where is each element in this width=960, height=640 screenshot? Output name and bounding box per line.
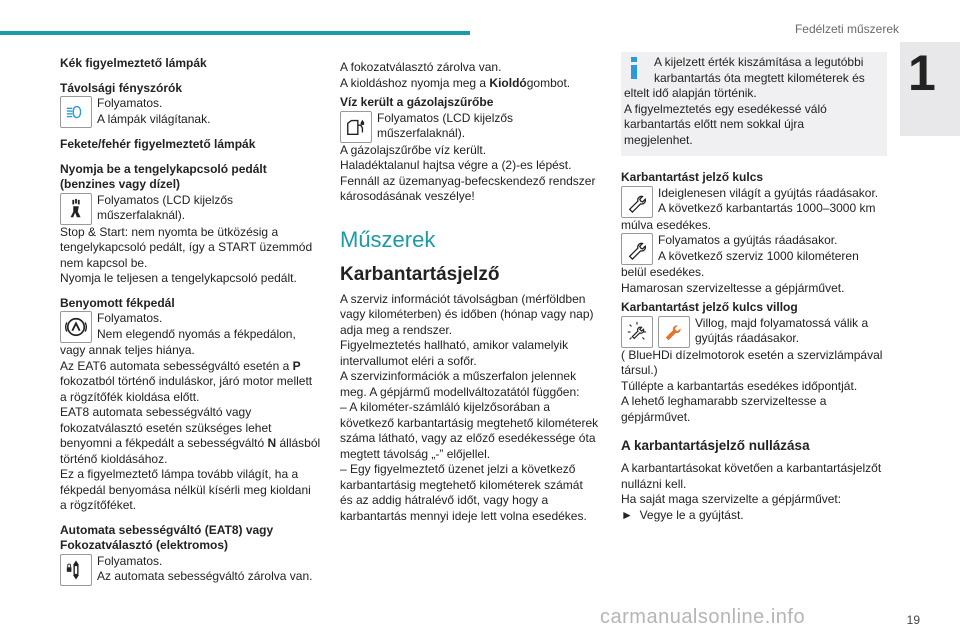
brake-entry [60,311,322,343]
column-3 [621,52,887,523]
wrench-line-b1: Folyamatos a gyújtás ráadásakor. [658,233,838,247]
wrench-line-a1: Ideiglenesen világít a gyújtás ráadásakor. [658,185,879,200]
maintenance-body-line: száma látható, vagy az előző esedékessége óta [340,431,596,445]
water-filter-line-1: Folyamatos (LCD kijelzős [377,110,514,125]
selector-locked-text: A fokozatválasztó zárolva van. [340,60,502,74]
header-accent-bar [0,31,470,35]
maintenance-body-line: és az addig hátralévő időt, vagy hogy a [340,493,549,507]
flashing-wrench-entry [621,316,887,348]
step-arrow-icon: ► [621,507,633,522]
high-beam-entry [60,96,322,128]
maintenance-body-line: meg. A gépjármű modellváltozatától függően: [340,384,580,399]
flashing-wrench-icon [621,316,653,348]
water-filter-entry [340,111,602,143]
flashing-wrench-text-5: gépjárművet. [621,409,691,424]
section-title: Műszerek [340,226,436,252]
maintenance-body [340,292,602,525]
high-beam-icon [60,96,92,128]
wrench-line-a2: A következő karbantartás 1000–3000 km [658,201,876,215]
wrench-line-b3: belül esedékes. [621,265,705,279]
brake-line-2: Nem elegendő nyomás a fékpedálon, [97,326,296,341]
clutch-text-3: nem kapcsol be. [60,255,148,270]
high-beam-line-1: Folyamatos. [97,96,163,110]
water-filter-text-2: Haladéktalanul hajtsa végre a (2)-es lépést. [340,158,572,172]
wrench-line-b4: Hamarosan szervizeltesse a gépjárművet. [621,280,845,295]
brake-text-10: fékpedál benyomása nélkül kísérli meg kioldani [60,482,311,497]
brake-text-7: benyomni a fékpedált a sebességváltó N állásból [60,436,321,450]
maintenance-body-line: karbantartásig megtehető kilométerek számát [340,477,583,492]
water-filter-text-4: károsodásának veszélye! [340,189,475,203]
page-number: 19 [906,613,920,627]
info-box [621,52,887,156]
water-filter-text-3: Fennáll az üzemanyag-befecskendező rendszer [340,173,596,188]
brake-text-6: fokozatválasztó esetén szükséges lehet [60,420,272,435]
header-title: Fedélzeti műszerek [794,22,899,36]
clutch-text-1: Stop & Start: nem nyomta be ütközésig a [60,224,279,239]
maintenance-body-line: következő karbantartásig megtehető kilométerek [340,415,599,430]
maintenance-body-line: – Egy figyelmeztető üzenet jelzi a következő [340,462,576,476]
info-line: A kijelzett érték kiszámítása a legutóbbi [654,55,864,69]
wrench-entry-a [621,186,887,218]
eat8-heading-1: Automata sebességváltó (EAT8) vagy [60,522,274,537]
wrench-heading: Karbantartást jelző kulcs [621,170,764,184]
wrench-icon [621,186,653,218]
clutch-heading-2: (benzines vagy dízel) [60,177,181,191]
eat8-line-2: Az automata sebességváltó zárolva van. [97,569,313,583]
flashing-wrench-heading: Karbantartást jelző kulcs villog [621,300,798,314]
flashing-wrench-line-1: Villog, majd folyamatossá válik a [695,315,869,330]
column-1 [60,56,322,586]
clutch-entry [60,193,322,225]
water-filter-text-1: A gázolajszűrőbe víz került. [340,142,487,157]
maintenance-body-line: A szerviz információt távolságban (mérföldben [340,291,586,306]
info-icon [625,57,643,79]
wrench-icon [621,233,653,265]
info-line: karbantartás óta megtett kilométerek és [654,70,865,85]
brake-text-5: EAT8 automata sebességváltó vagy [60,405,252,419]
maintenance-body-line: adja meg a rendszer. [340,322,453,337]
maintenance-body-line: vagy kilométerben) és időben (hónap vagy nap) [340,307,594,321]
brake-pedal-icon [60,311,92,343]
brake-text-9: Ez a figyelmeztető lámpa tovább világít, ha a [60,467,299,481]
maintenance-indicator-heading: Karbantartásjelző [340,263,500,285]
wrench-entry-b [621,233,887,265]
clutch-text-4: Nyomja le teljesen a tengelykapcsoló pedált. [60,271,297,285]
eat8-line-1: Folyamatos. [97,553,163,568]
unlock-instruction: A kioldáshoz nyomja meg a Kioldógombot. [340,75,571,90]
info-line: A figyelmeztetés egy esedékessé váló [624,101,827,116]
clutch-line-1: Folyamatos (LCD kijelzős [97,192,234,207]
reset-heading: A karbantartásjelző nullázása [621,438,810,453]
reset-line: A karbantartásokat követően a karbantartásjelzőt [621,461,882,475]
maintenance-body-line: intervallumot eléri a sofőr. [340,353,477,368]
water-filter-heading: Víz került a gázolajszűrőbe [340,95,494,109]
high-beam-heading: Távolsági fényszórók [60,80,183,95]
flashing-wrench-text-3: Túllépte a karbantartás esedékes időpontját. [621,378,858,393]
water-in-diesel-filter-icon [340,111,372,143]
reset-line: nullázni kell. [621,476,687,491]
maintenance-body-line: – A kilométer-számláló kijelzősorában a [340,400,551,414]
watermark: carmanualsonline.info [600,606,806,628]
black-white-lamps-heading: Fekete/fehér figyelmeztető lámpák [60,137,256,151]
clutch-line-2: műszerfalaknál). [97,208,186,222]
column-2 [340,60,602,524]
info-line: eltelt idő alapján történik. [624,86,757,100]
flashing-wrench-text-1: ( BlueHDi dízelmotorok esetén a szervizlámpával [621,347,883,362]
brake-text-3: fokozatból történő induláskor, járó motor mellett [60,374,313,388]
water-filter-line-2: műszerfalaknál). [377,126,466,140]
maintenance-body-line: Figyelmeztetés hallható, amikor valamelyik [340,338,569,352]
orange-wrench-icon [658,316,690,348]
clutch-pedal-icon [60,193,92,225]
wrench-line-b2: A következő szerviz 1000 kilométeren [658,248,859,263]
info-line: karbantartás előtt nem sokkal újra [624,117,805,131]
brake-heading: Benyomott fékpedál [60,295,175,310]
brake-line-1: Folyamatos. [97,311,163,325]
high-beam-line-2: A lámpák világítanak. [97,111,211,126]
eat8-heading-2: Fokozatválasztó (elektromos) [60,538,229,552]
maintenance-body-line: megtett távolság „-” előjellel. [340,446,491,461]
wrench-line-a3: múlva esedékes. [621,217,712,232]
flashing-wrench-text-2: társul.) [621,363,658,377]
blue-lamps-heading: Kék figyelmeztető lámpák [60,56,207,70]
eat8-entry [60,554,322,586]
chapter-number: 1 [908,45,936,101]
brake-text-2: Az EAT6 automata sebességváltó esetén a P [60,358,301,373]
brake-text-8: történő kioldásához. [60,451,168,466]
clutch-heading-1: Nyomja be a tengelykapcsoló pedált [60,161,267,176]
info-line: megjelenhet. [624,132,693,147]
maintenance-body-line: karbantartás mennyi ideje lett volna esedékes. [340,508,587,523]
brake-text-4: a rögzítőfék kioldása előtt. [60,389,200,404]
brake-text-11: a rögzítőféket. [60,498,137,512]
flashing-wrench-line-2: gyújtás ráadásakor. [695,331,800,345]
brake-text-1: vagy annak teljes hiánya. [60,343,195,357]
maintenance-body-line: A szervizinformációk a műszerfalon jelennek [340,369,577,383]
flashing-wrench-text-4: A lehető leghamarabb szervizeltesse a [621,394,827,408]
clutch-text-2: tengelykapcsoló pedált, így a START üzemmód [60,240,313,254]
gear-selector-lock-icon [60,554,92,586]
reset-line: Ha saját maga szervizelte a gépjárművet: [621,492,842,506]
reset-step: ► Vegye le a gyújtást. [621,507,744,522]
